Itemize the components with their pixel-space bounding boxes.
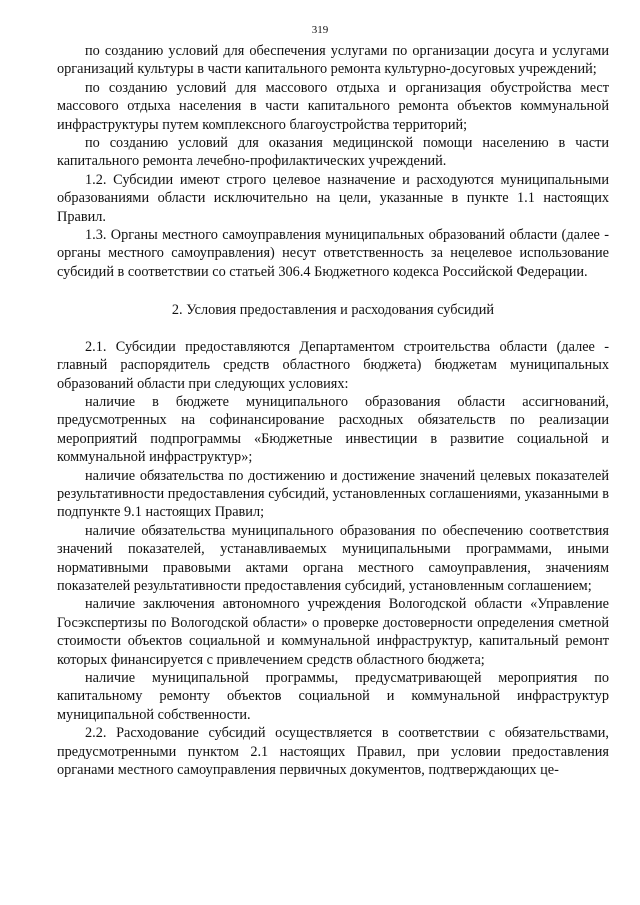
paragraph: наличие муниципальной программы, предусматривающей мероприятия по капитальному ремонту объектов социальной и коммунальной инфраструктур муниципальной собственности.	[57, 670, 609, 723]
document-body	[57, 42, 609, 779]
paragraph: по созданию условий для обеспечения услугами по организации досуга и услугами организаций культуры в части капитального ремонта культурно-досуговых учреждений;	[57, 43, 609, 78]
paragraph: по созданию условий для массового отдыха и организация обустройства мест массового отдыха населения в части капитального ремонта объектов коммунальной инфраструктуры путем комплексного благоустройства территорий;	[57, 79, 609, 133]
paragraph: наличие в бюджете муниципального образования области ассигнований, предусмотренных на софинансирование расходных обязательств по реализации мероприятий подпрограммы «Бюджетные инвестиции в развитие социальной и коммунальной инфраструктур»;	[57, 393, 609, 466]
paragraph: наличие обязательства муниципального образования по обеспечению соответствия значений показателей, устанавливаемых муниципальными программами, иными нормативными правовыми актами органа местного самоуправления, значениям показателей результативности предоставления субсидий, установленным соглашением;	[57, 522, 609, 594]
paragraph: 2.2. Расходование субсидий осуществляется в соответствии с обязательствами, предусмотренными пунктом 2.1 настоящих Правил, при условии предоставления органами местного самоуправления первичных документов, подтверждающих це-	[57, 725, 609, 779]
paragraph: 1.2. Субсидии имеют строго целевое назначение и расходуются муниципальными образованиями области исключительно на цели, указанные в пункте 1.1 настоящих Правил.	[57, 171, 609, 225]
page-number: 319	[311, 24, 329, 36]
paragraph: наличие заключения автономного учреждения Вологодской области «Управление Госэкспертизы по Вологодской области» о проверке достоверности определения сметной стоимости объектов социальной и коммунальной инфраструктур, капитальный ремонт которых финансируется с привлечением средств областного бюджета;	[57, 596, 609, 668]
paragraph: наличие обязательства по достижению и достижение значений целевых показателей результативности предоставления субсидий, установленных соглашениями, указанными в подпункте 9.1 настоящих Правил;	[57, 467, 609, 521]
section-heading: 2. Условия предоставления и расходования субсидий	[171, 302, 495, 319]
paragraph: 2.1. Субсидии предоставляются Департаментом строительства области (далее - главный распорядитель средств областного бюджета) бюджетам муниципальных образований области при следующих условиях:	[57, 338, 609, 392]
paragraph: 1.3. Органы местного самоуправления муниципальных образований области (далее - органы местного самоуправления) несут ответственность за нецелевое использование субсидий в соответствии со статьей 306.4 Бюджетного кодекса Российской Федерации.	[57, 227, 609, 280]
paragraph: по созданию условий для оказания медицинской помощи населению в части капитального ремонта лечебно-профилактических учреждений.	[57, 135, 609, 170]
